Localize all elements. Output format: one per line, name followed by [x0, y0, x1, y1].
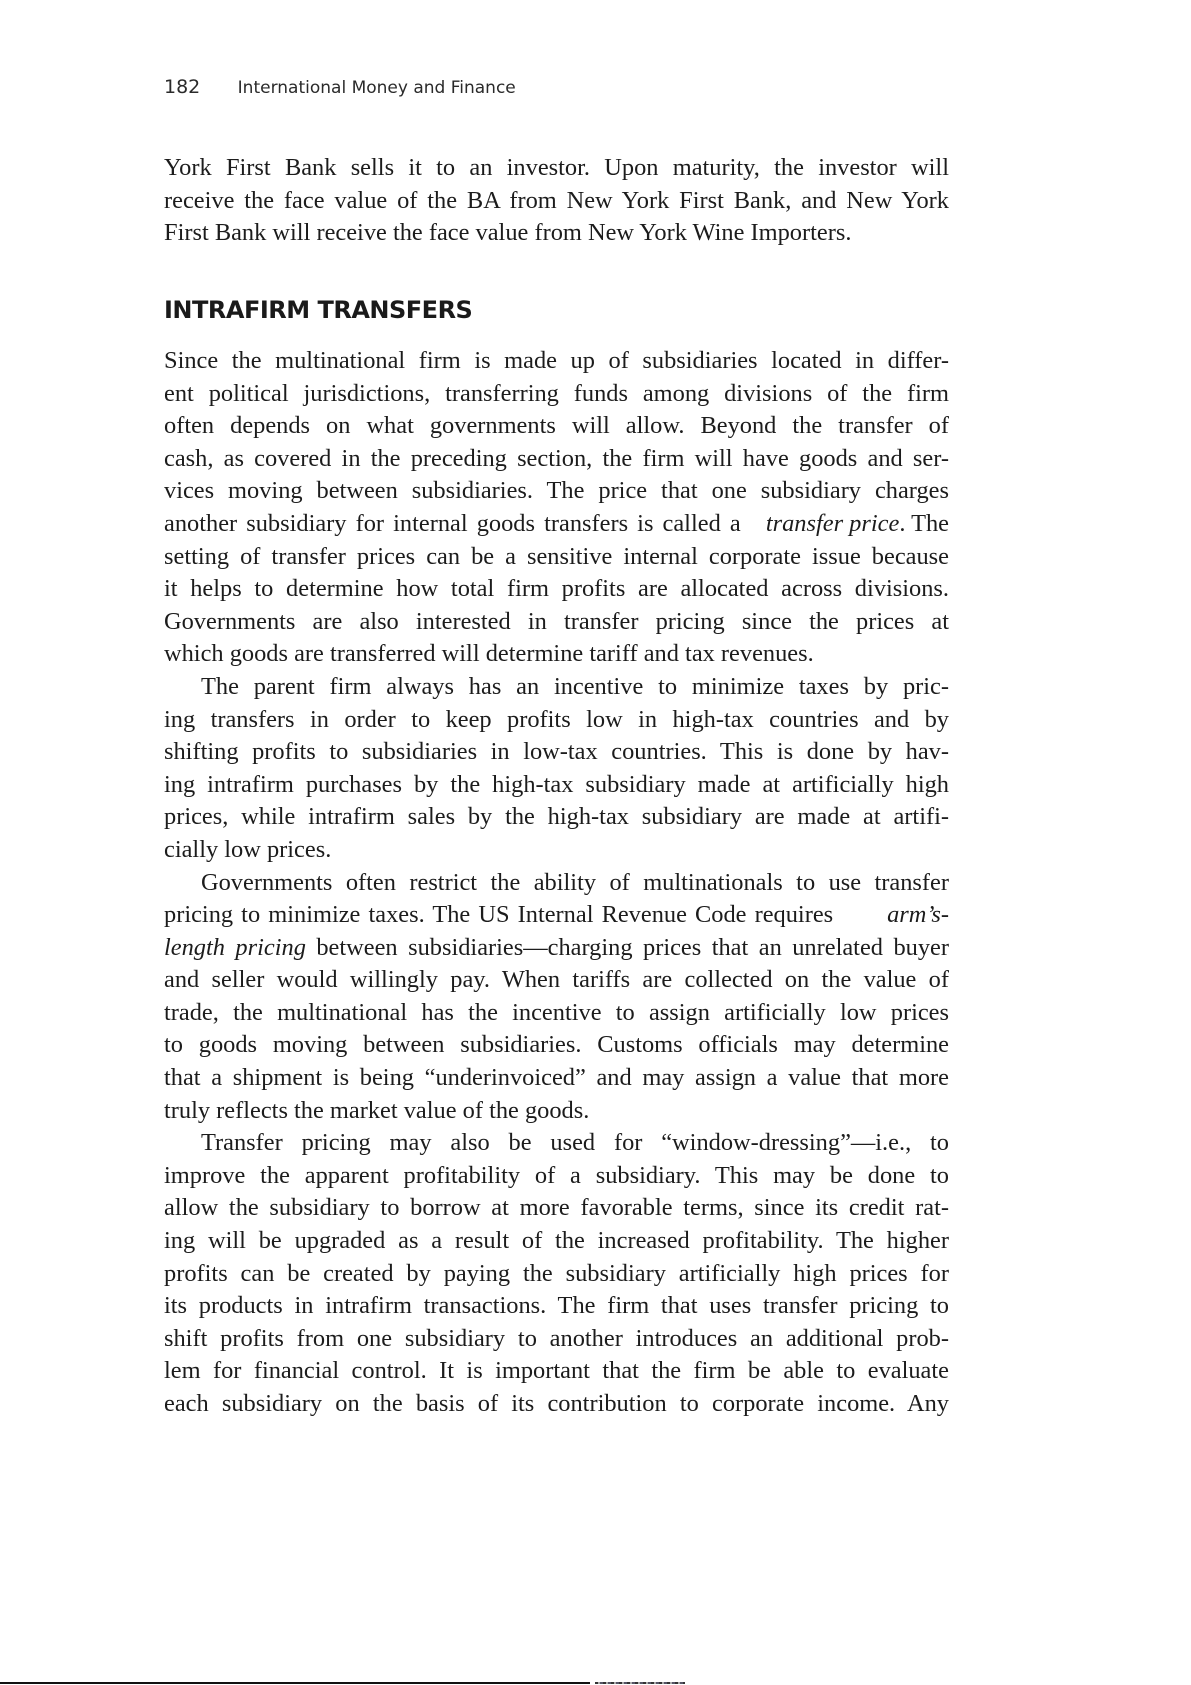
italic-term: transfer price: [765, 509, 900, 537]
text-line-with-term: [164, 508, 949, 541]
text-line: receive the face value of the BA from New York First Bank, and New York: [164, 186, 949, 214]
running-header: [164, 76, 516, 98]
text-line: York First Bank sells it to an investor. Upon maturity, the investor will: [164, 154, 949, 181]
text-line: Governments often restrict the ability of multinationals to use transfer: [201, 868, 949, 896]
text-segment: between subsidiaries—charging prices that an unrelated buyer: [305, 933, 949, 961]
page-bottom-rule: [0, 1682, 590, 1684]
text-line: Transfer pricing may also be used for “window-dressing”—i.e., to: [201, 1129, 949, 1157]
text-line: truly reflects the market value of the goods.: [164, 1096, 590, 1124]
text-line: ing transfers in order to keep profits low in high-tax countries and by: [164, 705, 949, 733]
text-line: prices, while intrafirm sales by the high-tax subsidiary are made at artifi-: [164, 803, 949, 831]
section-heading: INTRAFIRM TRANSFERS: [164, 296, 473, 324]
text-line: to goods moving between subsidiaries. Customs officials may determine: [164, 1031, 949, 1059]
text-line: ent political jurisdictions, transferring funds among divisions of the firm: [164, 379, 949, 407]
text-line: improve the apparent profitability of a subsidiary. This may be done to: [164, 1161, 949, 1189]
text-line: lem for financial control. It is important that the firm be able to evaluate: [164, 1357, 949, 1385]
text-line: often depends on what governments will allow. Beyond the transfer of: [164, 412, 949, 440]
text-line: The parent firm always has an incentive to minimize taxes by pric-: [201, 672, 949, 700]
text-line: that a shipment is being “underinvoiced” and may assign a value that more: [164, 1064, 949, 1092]
text-line-with-term: [164, 899, 949, 932]
text-segment: another subsidiary for internal goods transfers is called a: [164, 509, 750, 537]
text-line: its products in intrafirm transactions. The firm that uses transfer pricing to: [164, 1292, 949, 1320]
text-line: ing will be upgraded as a result of the increased profitability. The higher: [164, 1227, 949, 1255]
text-line: shifting profits to subsidiaries in low-tax countries. This is done by hav-: [164, 738, 949, 766]
text-line: First Bank will receive the face value from New York Wine Importers.: [164, 219, 852, 247]
page-bottom-artifact: [595, 1682, 685, 1684]
text-line: and seller would willingly pay. When tariffs are collected on the value of: [164, 966, 949, 994]
text-line: Since the multinational firm is made up of subsidiaries located in differ-: [164, 347, 949, 374]
text-segment: pricing to minimize taxes. The US Internal Revenue Code requires: [164, 901, 842, 929]
text-line: it helps to determine how total firm profits are allocated across divisions.: [164, 575, 949, 603]
text-line: vices moving between subsidiaries. The price that one subsidiary charges: [164, 477, 949, 505]
text-segment: . The: [899, 509, 949, 537]
text-line: setting of transfer prices can be a sensitive internal corporate issue because: [164, 542, 949, 570]
text-line: allow the subsidiary to borrow at more favorable terms, since its credit rat-: [164, 1194, 949, 1222]
text-line: ing intrafirm purchases by the high-tax subsidiary made at artificially high: [164, 770, 949, 798]
section-body: [164, 345, 949, 1421]
text-line: which goods are transferred will determine tariff and tax revenues.: [164, 640, 814, 668]
running-title: International Money and Finance: [237, 78, 516, 98]
term-and-tail: [766, 508, 949, 541]
text-line: profits can be created by paying the subsidiary artificially high prices for: [164, 1259, 949, 1287]
text-line: cially low prices.: [164, 835, 332, 863]
italic-term: arm’s-: [887, 901, 949, 929]
page-number: 182: [164, 76, 201, 98]
text-line: Governments are also interested in transfer pricing since the prices at: [164, 607, 949, 635]
intro-paragraph: [164, 152, 949, 250]
text-line: trade, the multinational has the incentive to assign artificially low prices: [164, 998, 949, 1026]
text-line: cash, as covered in the preceding section, the firm will have goods and ser-: [164, 444, 949, 472]
text-line: each subsidiary on the basis of its contribution to corporate income. Any: [164, 1390, 949, 1417]
text-line-with-term: [164, 932, 949, 965]
italic-term: length pricing: [164, 933, 306, 961]
text-line: shift profits from one subsidiary to another introduces an additional prob-: [164, 1324, 949, 1352]
